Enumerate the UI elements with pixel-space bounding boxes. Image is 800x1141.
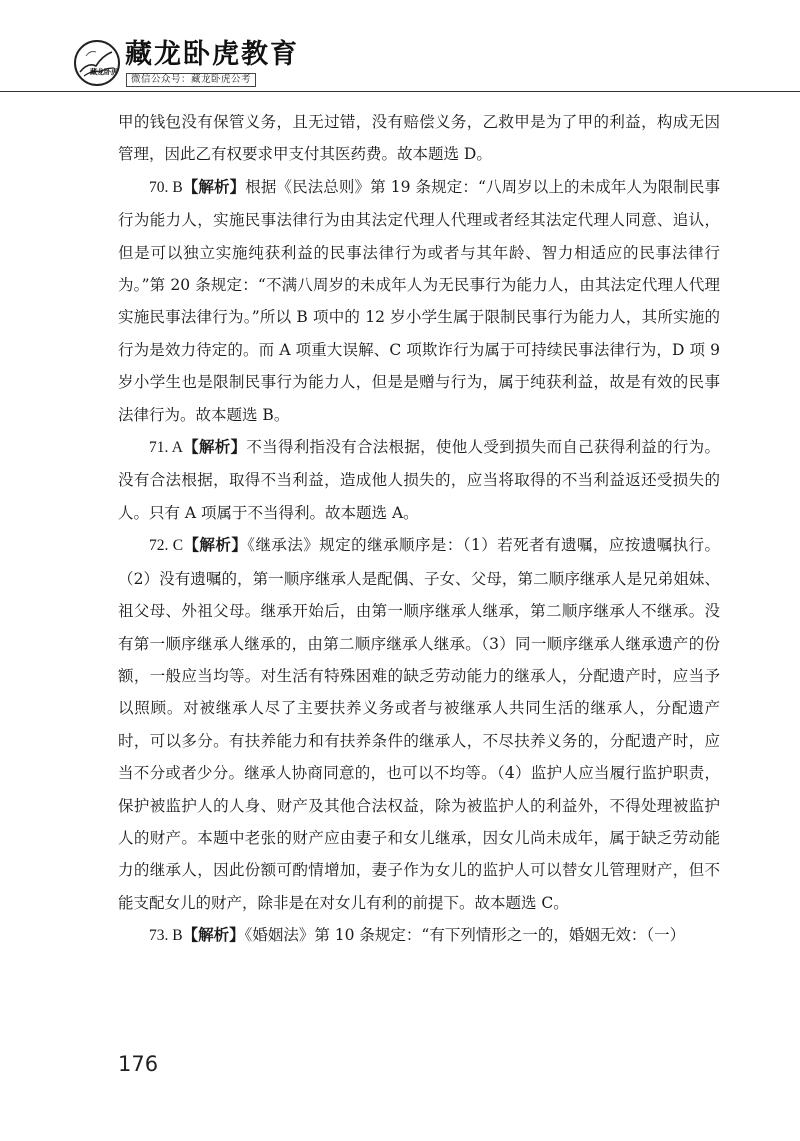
paragraph-text: 根据《民法总则》第 19 条规定：“八周岁以上的未成年人为限制民事行为能力人，实施民事法律行为由其法定代理人代理或者经其法定代理人同意、追认，但是可以独立实施纯获利益的民事法律行为或者与其年龄、智力相适应的民事法律行为。”第 20 条规定：“不满八周岁的未成年人为无民事行为能力人，由其法定代理人代理实施民事法律行为。”所以 B 项中的 12 岁小学生属于限制民事行为能力人，其所实施的行为是效力待定的。而 A 项重大误解、C 项欺诈行为属于可持续民事法律行为，D 项 9 岁小学生也是限制民事行为能力人，但是是赠与行为，属于纯获利益，故是有效的民事法律行为。故本题选 B。: [118, 177, 720, 424]
paragraph: [118, 106, 720, 171]
question-number: 71. A: [149, 439, 183, 457]
paragraph-text: 不当得利指没有合法根据，使他人受到损失而自己获得利益的行为。没有合法根据，取得不当利益，造成他人损失的，应当将取得的不当利益返还受损失的人。只有 A 项属于不当得利。故本题选 A。: [118, 438, 720, 522]
page-number: 176: [118, 1052, 159, 1076]
paragraph: [118, 431, 720, 529]
brand-title: 藏龙卧虎教育: [125, 39, 299, 70]
paragraph-text: 《婚姻法》第 10 条规定：“有下列情形之一的，婚姻无效：（一）: [244, 926, 686, 945]
header-divider: [0, 91, 800, 92]
paragraph: [118, 529, 720, 919]
brand-logo: [74, 40, 120, 86]
logo-text: 藏龙卧虎: [90, 68, 118, 76]
question-number: 73. B: [149, 927, 183, 945]
analysis-tag: 【解析】: [182, 177, 246, 196]
analysis-tag: 【解析】: [183, 536, 248, 555]
analysis-tag: 【解析】: [182, 438, 247, 457]
tiger-dragon-icon: [76, 42, 118, 84]
analysis-tag: 【解析】: [182, 926, 245, 945]
question-number: 72. C: [149, 537, 184, 555]
paragraph: [118, 919, 720, 952]
paragraph-text: 《继承法》规定的继承顺序是：（1）若死者有遗嘱，应按遗嘱执行。（2）没有遗嘱的，第一顺序继承人是配偶、子女、父母，第二顺序继承人是兄弟姐妹、祖父母、外祖父母。继承开始后，由第一顺序继承人继承，第二顺序继承人不继承。没有第一顺序继承人继承的，由第二顺序继承人继承。（3）同一顺序继承人继承遗产的份额，一般应当均等。对生活有特殊困难的缺乏劳动能力的继承人，分配遗产时，应当予以照顾。对被继承人尽了主要扶养义务或者与被继承人共同生活的继承人，分配遗产时，可以多分。有扶养能力和有扶养条件的继承人，不尽扶养义务的，分配遗产时，应当不分或者少分。继承人协商同意的，也可以不均等。（4）监护人应当履行监护职责，保护被监护人的人身、财产及其他合法权益，除为被监护人的利益外，不得处理被监护人的财产。本题中老张的财产应由妻子和女儿继承，因女儿尚未成年，属于缺乏劳动能力的继承人，因此份额可酌情增加，妻子作为女儿的监护人可以替女儿管理财产，但不能支配女儿的财产，除非是在对女儿有利的前提下。故本题选 C。: [118, 536, 720, 912]
brand-subtitle: 微信公众号：藏龙卧虎公考: [126, 73, 256, 87]
paragraph: [118, 171, 720, 431]
question-number: 70. B: [149, 178, 183, 196]
page-header: [0, 0, 800, 92]
paragraph-text: 甲的钱包没有保管义务，且无过错，没有赔偿义务，乙救甲是为了甲的利益，构成无因管理，因此乙有权要求甲支付其医药费。故本题选 D。: [118, 113, 720, 164]
answer-explanations: [118, 106, 720, 953]
